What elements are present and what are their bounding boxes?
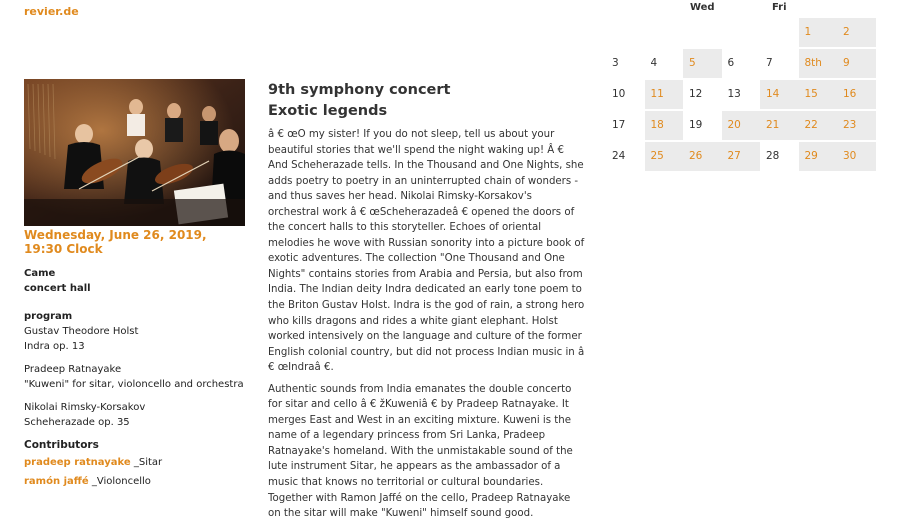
contributor-name-link[interactable]: pradeep ratnayake — [24, 457, 131, 468]
article-paragraph: Authentic sounds from India emanates the double concerto for sitar and cello â € žKuweniâ € by Pradeep Ratnayake. It merges East and West in an exciting mixture. Kuweni is the name of a legendary princess from Sri Lanka, Pradeep Ratnayake's homeland. With the unmistakable sound of the lute instrument Sitar, he appears as the ambassador of a music that knows no territorial or cultural boundaries. Together with Ramon Jaffé on the cello, Pradeep Ratnayake on the sitar will make "Kuweni" himself sound good. — [268, 383, 573, 520]
calendar-day: 4 — [650, 57, 658, 69]
calendar-day: 28 — [766, 150, 780, 162]
header-site-link[interactable]: revier.de — [24, 5, 79, 18]
program-work: Scheherazade op. 35 — [24, 417, 130, 428]
calendar-weekday-row — [606, 0, 876, 18]
calendar-day[interactable]: 9 — [837, 49, 876, 78]
calendar-day: 24 — [612, 150, 626, 162]
calendar-day[interactable]: 30 — [837, 142, 876, 171]
calendar-day[interactable]: 2 — [837, 18, 876, 47]
calendar-day: 13 — [727, 88, 741, 100]
calendar-day[interactable]: 8th — [799, 49, 838, 78]
event-date — [24, 228, 259, 256]
calendar-empty-cell — [606, 18, 645, 47]
calendar-day[interactable]: 25 — [645, 142, 684, 171]
calendar-day[interactable]: 18 — [645, 111, 684, 140]
event-calendar — [606, 0, 876, 173]
calendar-empty-cell — [645, 18, 684, 47]
calendar-grid — [606, 18, 876, 171]
calendar-day: 12 — [689, 88, 703, 100]
contributor-row — [24, 474, 259, 489]
program-item — [24, 400, 259, 430]
calendar-day: 3 — [612, 57, 619, 69]
calendar-empty-cell — [722, 18, 761, 47]
weekday-label: Wed — [689, 2, 715, 13]
weekday-label — [799, 0, 838, 18]
venue-value: concert hall — [24, 283, 91, 294]
program-item — [24, 324, 259, 354]
contributor-role: _Violoncello — [91, 476, 151, 487]
contributor-row — [24, 455, 259, 470]
contributors-label: Contributors — [24, 439, 99, 451]
calendar-week-row — [606, 111, 876, 140]
weekday-label — [606, 0, 645, 18]
event-date-line1: Wednesday, June 26, 2019, — [24, 228, 207, 242]
calendar-day: 10 — [612, 88, 626, 100]
program-composer: Gustav Theodore Holst — [24, 326, 139, 337]
article-title: 9th symphony concert — [268, 82, 451, 98]
program-work: Indra op. 13 — [24, 341, 85, 352]
event-time: 19:30 Clock — [24, 242, 103, 256]
calendar-day[interactable]: 16 — [837, 80, 876, 109]
calendar-day[interactable]: 27 — [722, 142, 761, 171]
program-composer: Nikolai Rimsky-Korsakov — [24, 402, 146, 413]
contributor-name-link[interactable]: ramón jaffé — [24, 476, 89, 487]
event-details — [24, 266, 259, 493]
calendar-day[interactable]: 11 — [645, 80, 684, 109]
contributor-role: _Sitar — [133, 457, 163, 468]
calendar-day[interactable]: 14 — [760, 80, 799, 109]
calendar-week-row — [606, 18, 876, 47]
weekday-label — [645, 0, 684, 18]
program-item — [24, 362, 259, 392]
calendar-day[interactable]: 1 — [799, 18, 838, 47]
calendar-day: 6 — [727, 57, 735, 69]
calendar-day[interactable]: 29 — [799, 142, 838, 171]
article-paragraph: â € œO my sister! If you do not sleep, tell us about your beautiful stories that we'll spend the night waking up! Â € And Scheherazade tells. In the Thousand and One Nights, she adds poetry to poetry in an uninterrupted chain of wonders - and thus saves her head. Nikolai Rimsky-Korsakov's orchestral work â € œScheherazadeâ € opened the doors of the concert halls to this storyteller. Echoes of oriental melodies he wove with Russian sonority into a picture book of exotic adventures. The collection "One Thousand and One Nights" contains stories from Arabia and Persia, but also from India. The Indian deity Indra dedicated an early tone poem to the Briton Gustav Holst. Indra is the god of rain, a strong hero who kills dragons and rides a white giant elephant. Holst worked intensively on the language and culture of the former English colonial country, but did not process Indian music in â € œIndraâ €. — [268, 129, 585, 374]
calendar-day[interactable]: 23 — [837, 111, 876, 140]
article-subtitle: Exotic legends — [268, 103, 388, 119]
orchestra-photo — [24, 79, 245, 226]
calendar-week-row — [606, 80, 876, 109]
calendar-day[interactable]: 5 — [683, 49, 722, 78]
calendar-week-row — [606, 142, 876, 171]
program-composer: Pradeep Ratnayake — [24, 364, 122, 375]
calendar-day[interactable]: 21 — [760, 111, 799, 140]
calendar-day[interactable]: 20 — [722, 111, 761, 140]
program-work: "Kuweni" for sitar, violoncello and orchestra — [24, 379, 244, 390]
calendar-empty-cell — [683, 18, 722, 47]
article — [268, 80, 586, 528]
weekday-label — [722, 0, 761, 18]
venue-label: Came — [24, 268, 56, 279]
weekday-label: Fri — [771, 2, 787, 13]
calendar-day: 17 — [612, 119, 626, 131]
weekday-label — [837, 0, 876, 18]
venue-block — [24, 266, 259, 296]
calendar-empty-cell — [760, 18, 799, 47]
calendar-day[interactable]: 22 — [799, 111, 838, 140]
calendar-day: 19 — [689, 119, 703, 131]
program-label: program — [24, 311, 73, 322]
calendar-day: 7 — [766, 57, 773, 69]
calendar-day[interactable]: 15 — [799, 80, 838, 109]
calendar-week-row — [606, 49, 876, 78]
calendar-day[interactable]: 26 — [683, 142, 722, 171]
